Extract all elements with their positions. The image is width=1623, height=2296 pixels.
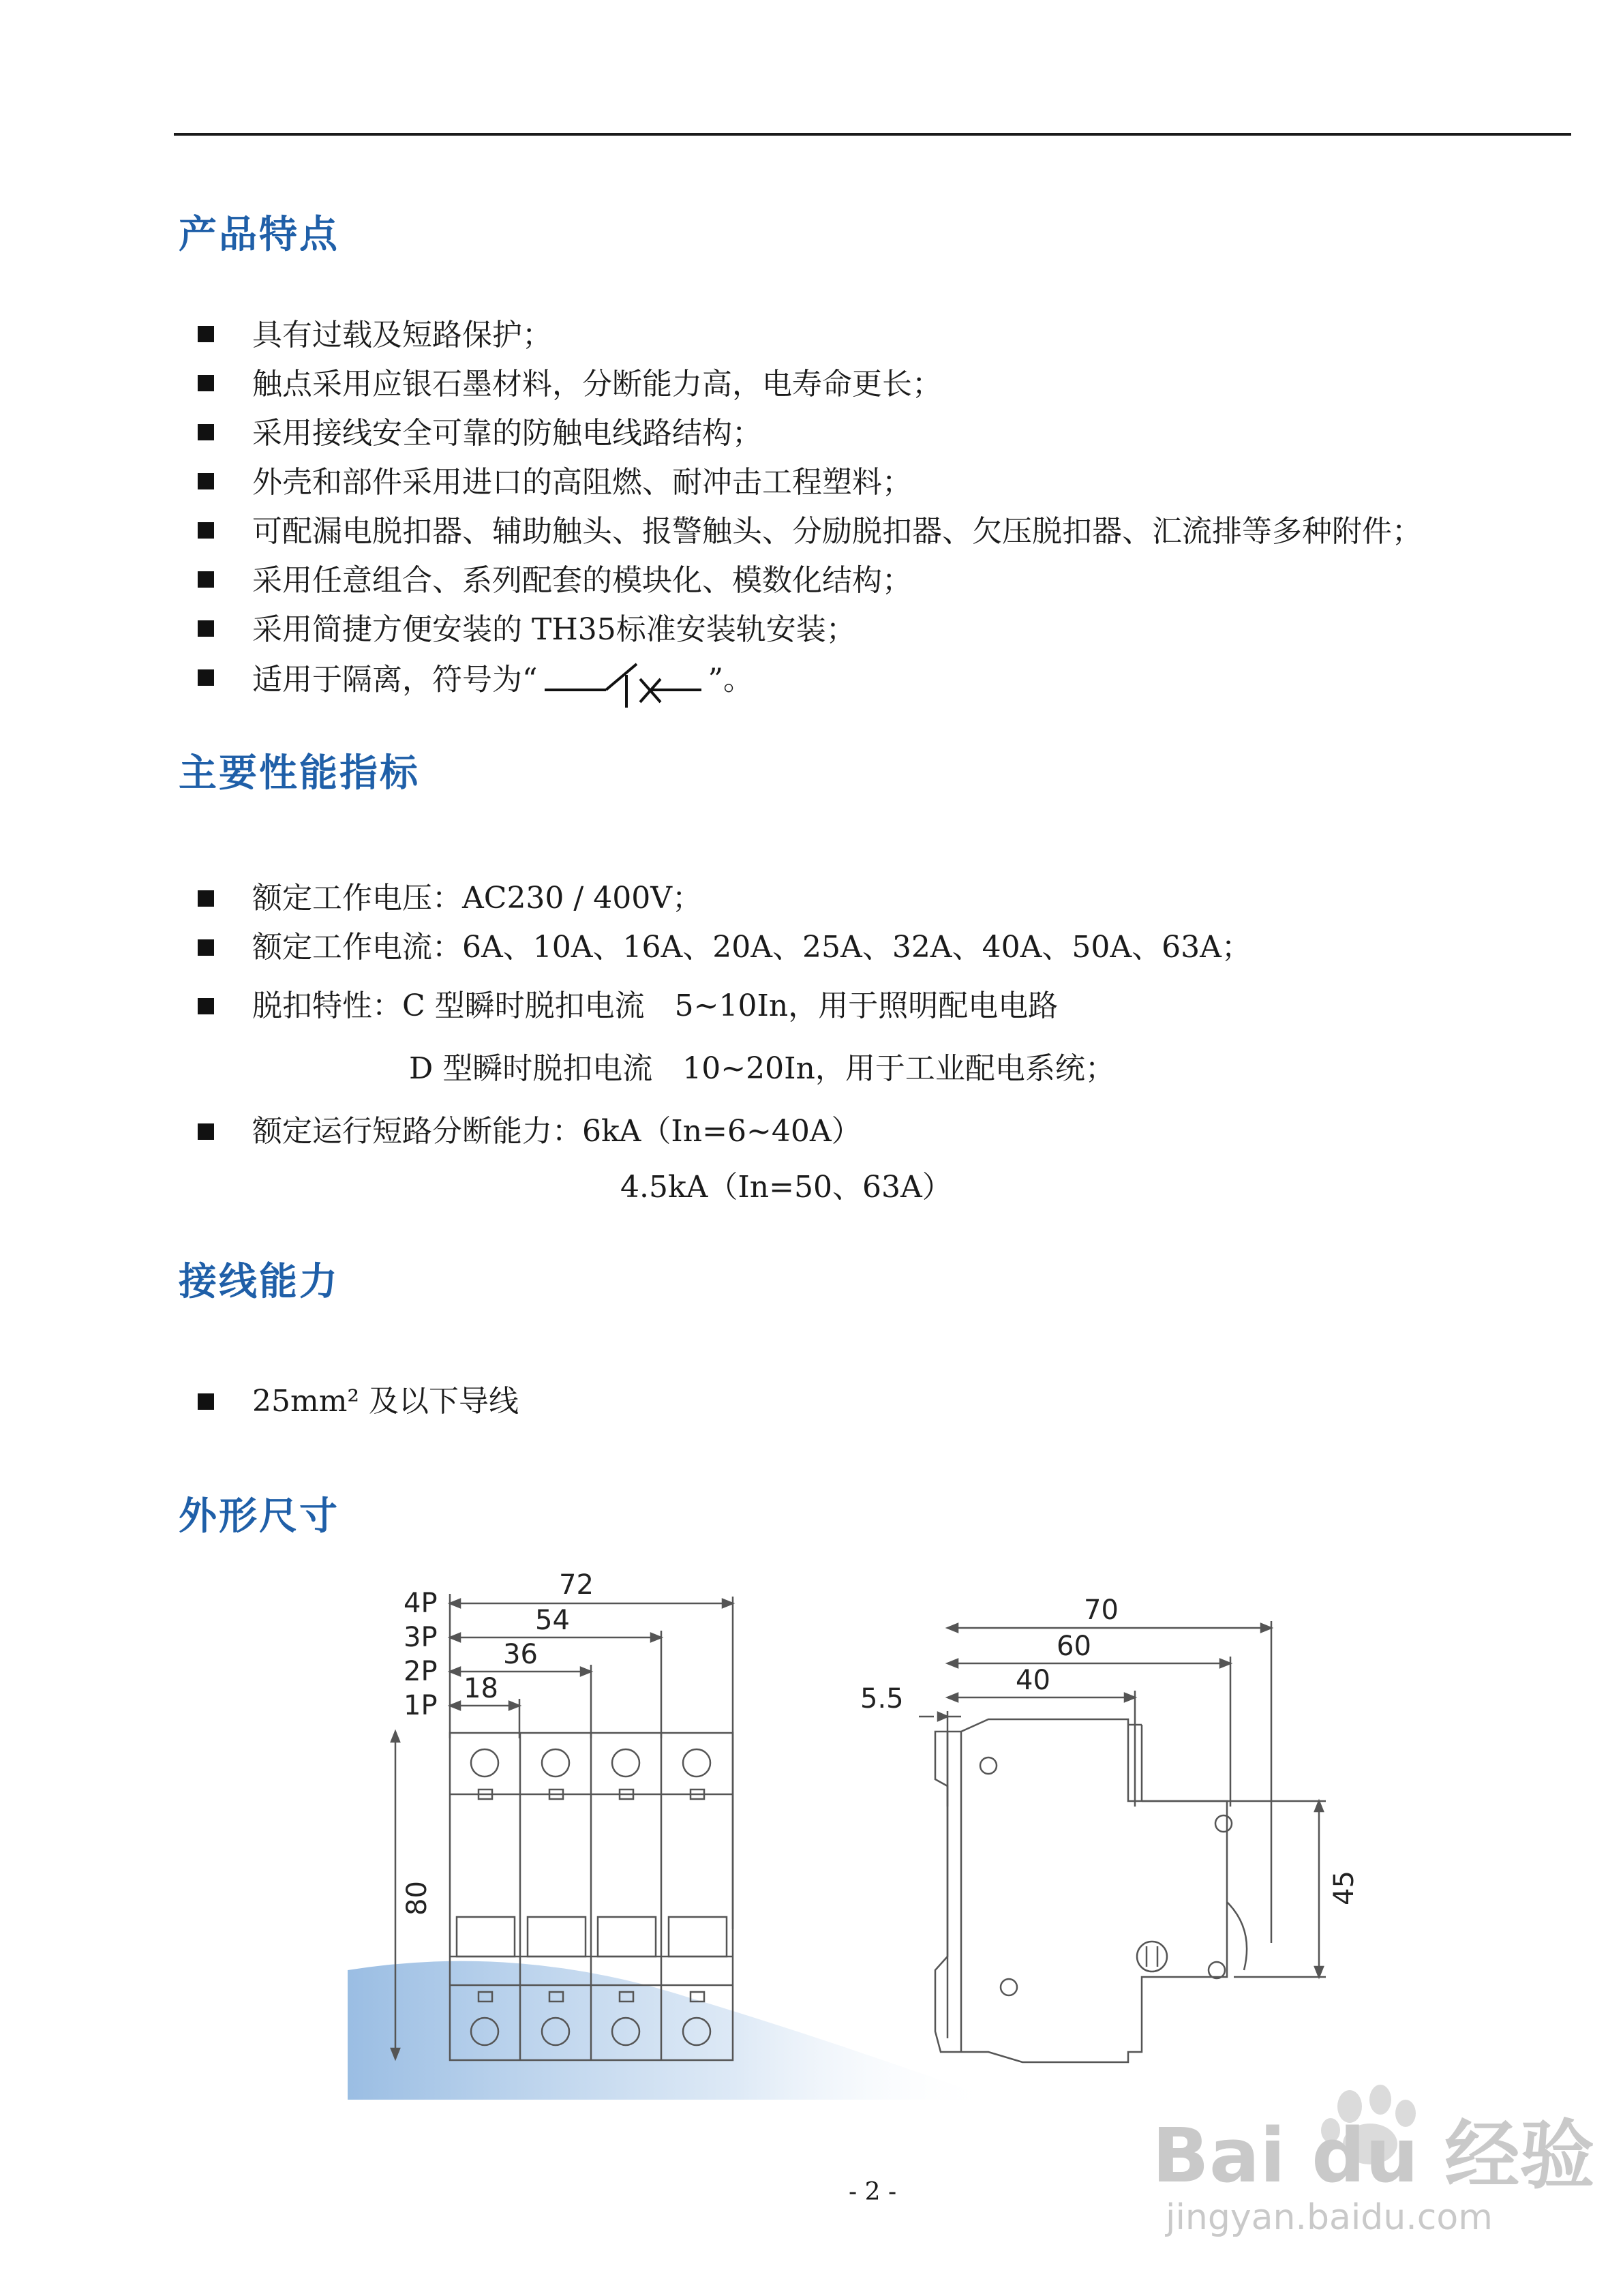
pole-label-2p: 2P	[404, 1656, 438, 1687]
section-title-dimensions: 外形尺寸	[179, 1494, 339, 1539]
isolation-prefix: 适用于隔离，符号为“	[252, 662, 538, 697]
pole-label-3p: 3P	[404, 1622, 438, 1653]
side-width-60: 60	[1057, 1631, 1091, 1662]
side-width-5-5: 5.5	[860, 1683, 904, 1715]
breaking-capacity-1: 额定运行短路分断能力：6kA（In=6~40A）	[252, 1114, 862, 1149]
dimension-drawing	[348, 1561, 1377, 2106]
watermark-url: jingyan.baidu.com	[1166, 2197, 1493, 2238]
bullet-square-icon	[198, 620, 214, 637]
trip-characteristic-c: 脱扣特性：C 型瞬时脱扣电流 5~10In，用于照明配电电路	[252, 988, 1059, 1023]
header-rule	[174, 133, 1571, 136]
width-18: 18	[464, 1673, 498, 1704]
bullet-square-icon	[198, 890, 214, 907]
rated-current: 额定工作电流：6A、10A、16A、20A、25A、32A、40A、50A、63A；	[252, 930, 1252, 965]
wiring-capacity: 25mm² 及以下导线	[252, 1384, 519, 1419]
bullet-square-icon	[198, 1393, 214, 1410]
width-72: 72	[559, 1569, 594, 1601]
bullet-square-icon	[198, 1123, 214, 1140]
isolation-suffix: ”。	[708, 662, 753, 697]
pole-label-1p: 1P	[404, 1690, 438, 1721]
width-54: 54	[535, 1605, 570, 1636]
section-title-wiring: 接线能力	[179, 1260, 339, 1304]
width-36: 36	[503, 1639, 538, 1670]
section-title-performance: 主要性能指标	[179, 751, 420, 796]
bullet-square-icon	[198, 424, 214, 440]
baidu-jingyan-watermark	[1152, 2079, 1595, 2243]
page-number: - 2 -	[849, 2178, 897, 2206]
breaking-capacity-2: 4.5kA（In=50、63A）	[620, 1170, 952, 1205]
trip-characteristic-d: D 型瞬时脱扣电流 10~20In，用于工业配电系统；	[409, 1051, 1115, 1086]
side-height-45: 45	[1329, 1871, 1360, 1905]
bullet-square-icon	[198, 669, 214, 686]
bullet-square-icon	[198, 473, 214, 489]
side-view	[919, 1621, 1326, 2062]
height-80: 80	[401, 1881, 433, 1916]
section-title-features: 产品特点	[179, 213, 339, 257]
decorative-swoosh	[348, 1961, 995, 2100]
pole-label-4p: 4P	[404, 1588, 438, 1619]
bullet-square-icon	[198, 326, 214, 342]
bullet-square-icon	[198, 375, 214, 391]
bullet-square-icon	[198, 571, 214, 588]
bullet-square-icon	[198, 998, 214, 1014]
bullet-square-icon	[198, 939, 214, 956]
isolator-symbol-icon	[538, 654, 708, 709]
bullet-square-icon	[198, 522, 214, 539]
rated-voltage: 额定工作电压：AC230 / 400V；	[252, 881, 702, 916]
side-width-40: 40	[1016, 1665, 1050, 1696]
watermark-brand: Bai du 经验	[1152, 2112, 1595, 2199]
side-width-70: 70	[1084, 1595, 1119, 1626]
